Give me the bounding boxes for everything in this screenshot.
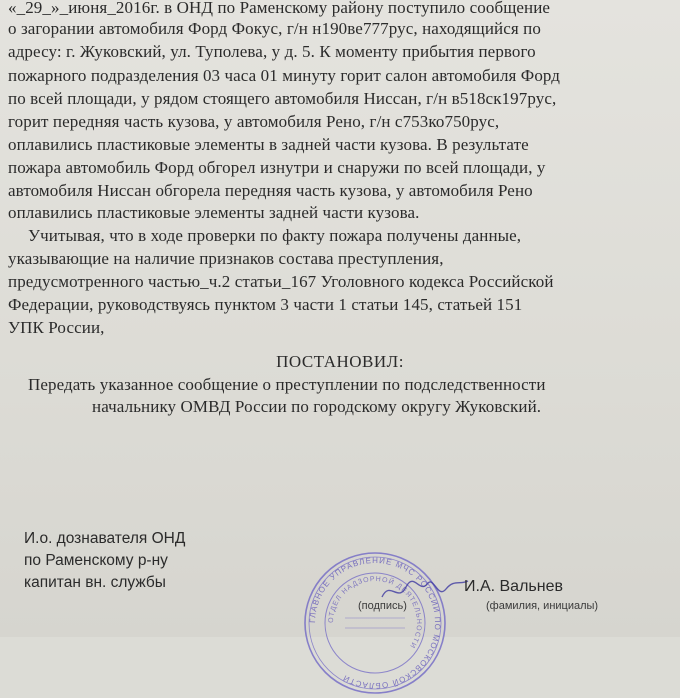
svg-text:ГЛАВНОЕ УПРАВЛЕНИЕ МЧС РОССИИ: ГЛАВНОЕ УПРАВЛЕНИЕ МЧС РОССИИ ПО МОСКОВСКОЙ ОБЛАСТИ: [307, 555, 443, 691]
signature-block: [24, 528, 185, 594]
text-line: горит передняя часть кузова, у автомобиля Рено, г/н с753ко750рус,: [8, 112, 500, 131]
official-stamp-icon: [300, 548, 450, 698]
text-line: автомобиля Ниссан обгорела передняя часть кузова, у автомобиля Рено: [8, 181, 533, 200]
signer-name: И.А. Вальнев: [464, 578, 563, 595]
text-line: Учитывая, что в ходе проверки по факту пожара получены данные,: [28, 226, 522, 245]
text-line: по всей площади, у рядом стоящего автомобиля Ниссан, г/н в518ск197рус,: [8, 89, 557, 108]
resolution-line: Передать указанное сообщение о преступлении по подследственности: [28, 375, 546, 394]
svg-text:ОТДЕЛ НАДЗОРНОЙ ДЕЯТЕЛЬНОСТИ: ОТДЕЛ НАДЗОРНОЙ ДЕЯТЕЛЬНОСТИ: [327, 575, 423, 650]
text-line: о загорании автомобиля Форд Фокус, г/н н190ве777рус, находящийся по: [8, 19, 541, 38]
text-line: оплавились пластиковые элементы задней части кузова.: [8, 203, 420, 222]
signature-caption: (подпись): [358, 600, 407, 612]
resolution-heading: ПОСТАНОВИЛ:: [276, 352, 404, 371]
resolution-line: начальнику ОМВД России по городскому округу Жуковский.: [92, 397, 542, 416]
signature-line: И.о. дознавателя ОНД: [24, 530, 186, 547]
text-line: оплавились пластиковые элементы в задней части кузова. В результате: [8, 135, 529, 154]
text-line: указывающие на наличие признаков состава преступления,: [8, 249, 444, 268]
text-line: пожарного подразделения 03 часа 01 минуту горит салон автомобиля Форд: [8, 66, 561, 85]
signature-line: капитан вн. службы: [24, 574, 166, 591]
text-line: пожара автомобиль Форд обгорел изнутри и снаружи по всей площади, у: [8, 158, 546, 177]
name-caption: (фамилия, инициалы): [486, 600, 599, 612]
text-line: УПК России,: [8, 318, 105, 337]
text-line: адресу: г. Жуковский, ул. Туполева, у д. 5. К моменту прибытия первого: [8, 42, 536, 61]
signature-line: по Раменскому р-ну: [24, 552, 168, 569]
text-line: «_29_»_июня_2016г. в ОНД по Раменскому району поступило сообщение: [8, 0, 551, 17]
text-line: Федерации, руководствуясь пунктом 3 части 1 статьи 145, статьей 151: [8, 295, 523, 314]
text-line: предусмотренного частью_ч.2 статьи_167 Уголовного кодекса Российской: [8, 272, 554, 291]
